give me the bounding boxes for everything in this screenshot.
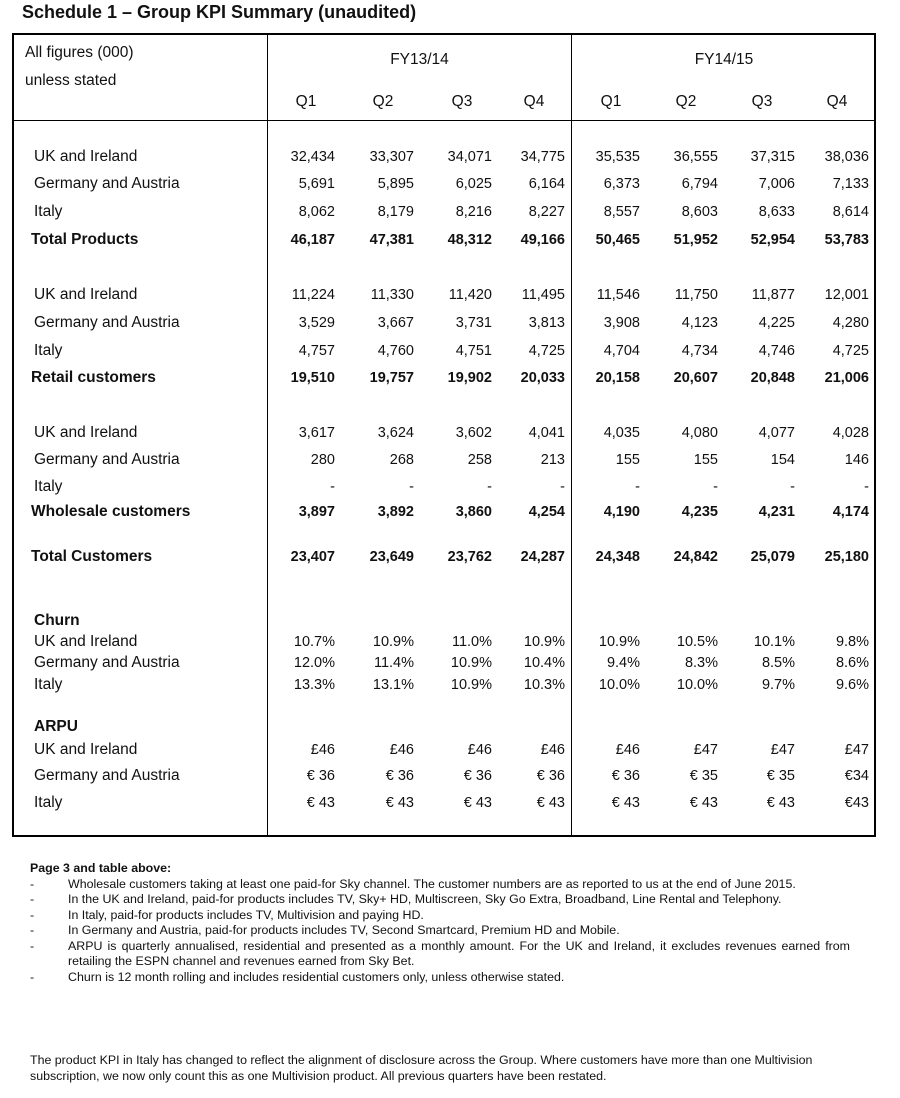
quarter-header: Q4 <box>826 93 848 110</box>
table-cell: - <box>790 479 795 495</box>
table-cell: 10.9% <box>598 634 640 650</box>
table-cell: 4,254 <box>528 504 565 520</box>
header-divider <box>14 120 874 121</box>
table-cell: 4,190 <box>603 504 640 520</box>
row-label: ARPU <box>34 718 78 735</box>
footnote-text: In Italy, paid-for products includes TV, Multivision and paying HD. <box>68 907 424 922</box>
table-cell: 8.6% <box>835 655 869 671</box>
table-cell: 12,001 <box>824 287 869 303</box>
table-cell: 11,495 <box>521 287 565 303</box>
table-cell: 8,179 <box>377 204 414 220</box>
kpi-table <box>12 33 876 837</box>
section-heading-row <box>14 611 874 631</box>
table-cell: 146 <box>844 452 869 468</box>
footnote-text: In Germany and Austria, paid-for products includes TV, Second Smartcard, Premium HD and Mobile. <box>68 923 620 937</box>
table-cell: €34 <box>844 768 869 784</box>
row-label: UK and Ireland <box>34 741 138 758</box>
table-cell: 3,860 <box>455 504 492 520</box>
row-label: Italy <box>34 478 63 495</box>
table-cell: 25,180 <box>824 549 869 565</box>
total-row <box>14 547 874 567</box>
table-cell: 7,133 <box>832 176 869 192</box>
table-cell: 4,080 <box>681 425 718 441</box>
table-cell: 3,667 <box>377 315 414 331</box>
table-cell: 13.1% <box>372 677 414 693</box>
footnote-item <box>30 970 850 986</box>
units-caption-line2: unless stated <box>25 72 117 89</box>
footnote-item <box>30 908 850 924</box>
table-cell: 3,813 <box>528 315 565 331</box>
table-cell: 50,465 <box>595 232 640 248</box>
units-caption-line1: All figures (000) <box>25 44 134 61</box>
table-cell: 155 <box>693 452 718 468</box>
table-cell: 6,025 <box>455 176 492 192</box>
table-cell: 4,235 <box>681 504 718 520</box>
row-label: Germany and Austria <box>34 654 180 671</box>
table-cell: € 43 <box>689 795 718 811</box>
table-cell: € 36 <box>536 768 565 784</box>
row-label: Total Customers <box>31 548 153 565</box>
table-cell: 23,762 <box>447 549 492 565</box>
table-row <box>14 423 874 443</box>
table-cell: 4,041 <box>528 425 565 441</box>
row-label: UK and Ireland <box>34 633 138 650</box>
table-cell: 4,231 <box>758 504 795 520</box>
table-cell: 19,902 <box>447 370 492 386</box>
table-cell: 4,725 <box>832 343 869 359</box>
table-cell: - <box>487 479 492 495</box>
table-cell: - <box>864 479 869 495</box>
table-cell: 46,187 <box>290 232 335 248</box>
footnote-text: Wholesale customers taking at least one paid-for Sky channel. The customer numbers are as reported to us at the end of June 2015. <box>68 876 796 891</box>
footnote-item <box>30 877 850 893</box>
table-cell: 10.5% <box>676 634 718 650</box>
quarter-header: Q2 <box>675 93 697 110</box>
table-cell: 10.9% <box>450 655 492 671</box>
table-cell: £46 <box>615 742 640 758</box>
footnote-text: ARPU is quarterly annualised, residential and presented as a monthly amount. For the UK and Ireland, it excludes revenues earned from retailing the ESPN channel and revenues earned from Sky Bet. <box>68 938 850 968</box>
table-row <box>14 675 874 695</box>
table-cell: 8,614 <box>832 204 869 220</box>
table-cell: 8,216 <box>455 204 492 220</box>
table-cell: - <box>409 479 414 495</box>
table-cell: 6,164 <box>528 176 565 192</box>
table-cell: 49,166 <box>520 232 565 248</box>
fy1415-header: FY14/15 <box>694 51 754 68</box>
table-cell: € 35 <box>689 768 718 784</box>
quarter-header: Q3 <box>751 93 773 110</box>
table-cell: £46 <box>467 742 492 758</box>
row-label: Total Products <box>31 231 139 248</box>
page-title: Schedule 1 – Group KPI Summary (unaudited) <box>22 2 417 22</box>
quarter-header: Q3 <box>451 93 473 110</box>
table-cell: 53,783 <box>824 232 869 248</box>
table-cell: 155 <box>615 452 640 468</box>
table-cell: £47 <box>844 742 869 758</box>
table-cell: 4,746 <box>758 343 795 359</box>
table-row <box>14 653 874 673</box>
table-cell: 3,892 <box>377 504 414 520</box>
table-cell: 3,897 <box>298 504 335 520</box>
bullet-dash: - <box>30 969 35 984</box>
table-cell: 37,315 <box>750 149 795 165</box>
table-cell: 10.9% <box>450 677 492 693</box>
table-cell: 4,077 <box>758 425 795 441</box>
table-cell: - <box>330 479 335 495</box>
table-cell: 4,757 <box>298 343 335 359</box>
table-cell: 10.7% <box>293 634 335 650</box>
table-cell: 34,775 <box>520 149 565 165</box>
table-cell: 280 <box>310 452 335 468</box>
table-cell: 3,624 <box>377 425 414 441</box>
table-cell: 19,510 <box>290 370 335 386</box>
table-cell: 154 <box>770 452 795 468</box>
table-cell: 10.1% <box>753 634 795 650</box>
bullet-dash: - <box>30 892 35 906</box>
table-cell: 20,848 <box>750 370 795 386</box>
table-cell: 20,607 <box>673 370 718 386</box>
table-cell: 51,952 <box>673 232 718 248</box>
table-row <box>14 341 874 361</box>
table-row <box>14 202 874 222</box>
quarter-header: Q2 <box>372 93 394 110</box>
table-cell: - <box>635 479 640 495</box>
quarter-header: Q1 <box>295 93 317 110</box>
table-row <box>14 477 874 497</box>
table-cell: 10.9% <box>372 634 414 650</box>
table-cell: £46 <box>310 742 335 758</box>
table-cell: 24,842 <box>673 549 718 565</box>
table-cell: 4,704 <box>603 343 640 359</box>
closing-paragraph: The product KPI in Italy has changed to reflect the alignment of disclosure across the Group. Where customers have more than one Multivision subscription, we now only count this as one Multivision product. All previous quarters have been restated. <box>30 1053 813 1083</box>
table-cell: 20,033 <box>520 370 565 386</box>
table-cell: 10.4% <box>523 655 565 671</box>
table-cell: £47 <box>693 742 718 758</box>
footnotes <box>30 861 850 985</box>
table-cell: 24,287 <box>520 549 565 565</box>
total-row <box>14 502 874 522</box>
table-cell: 47,381 <box>369 232 414 248</box>
table-cell: 4,280 <box>832 315 869 331</box>
row-label: UK and Ireland <box>34 286 138 303</box>
table-cell: 3,908 <box>603 315 640 331</box>
table-cell: 13.3% <box>293 677 335 693</box>
table-cell: 3,617 <box>298 425 335 441</box>
table-cell: € 43 <box>306 795 335 811</box>
bullet-dash: - <box>30 923 35 937</box>
table-cell: 11.0% <box>451 634 492 650</box>
table-cell: 12.0% <box>293 655 335 671</box>
table-cell: € 36 <box>611 768 640 784</box>
row-label: Wholesale customers <box>31 503 191 520</box>
table-cell: 4,760 <box>377 343 414 359</box>
table-cell: 8,603 <box>681 204 718 220</box>
table-cell: 34,071 <box>447 149 492 165</box>
fy1314-header: FY13/14 <box>390 51 449 68</box>
table-cell: 258 <box>467 452 492 468</box>
section-heading-row <box>14 717 874 737</box>
footnote-item <box>30 923 850 939</box>
table-cell: 11,750 <box>674 287 718 303</box>
table-cell: € 36 <box>385 768 414 784</box>
table-cell: 4,725 <box>528 343 565 359</box>
table-cell: £46 <box>389 742 414 758</box>
table-cell: £47 <box>770 742 795 758</box>
bullet-dash: - <box>30 876 35 891</box>
table-cell: 8.3% <box>684 655 718 671</box>
row-label: Germany and Austria <box>34 767 180 784</box>
footnote-text: In the UK and Ireland, paid-for products includes TV, Sky+ HD, Multiscreen, Sky Go Extra, Broadband, Line Rental and Telephony. <box>68 892 782 906</box>
table-cell: 10.0% <box>676 677 718 693</box>
table-cell: 8.5% <box>761 655 795 671</box>
table-cell: € 43 <box>536 795 565 811</box>
table-row <box>14 766 874 786</box>
table-row <box>14 450 874 470</box>
bullet-dash: - <box>30 938 35 953</box>
table-cell: 5,895 <box>377 176 414 192</box>
table-row <box>14 313 874 333</box>
table-cell: 21,006 <box>824 370 869 386</box>
table-cell: € 43 <box>611 795 640 811</box>
table-cell: 32,434 <box>290 149 335 165</box>
table-cell: 8,227 <box>528 204 565 220</box>
row-label: UK and Ireland <box>34 148 138 165</box>
table-cell: 11,224 <box>291 287 335 303</box>
footnote-text: Churn is 12 month rolling and includes residential customers only, unless otherwise stated. <box>68 969 565 984</box>
quarter-header: Q1 <box>600 93 622 110</box>
row-label: Italy <box>34 794 63 811</box>
table-cell: 10.0% <box>598 677 640 693</box>
table-cell: 11.4% <box>373 655 414 671</box>
total-row <box>14 368 874 388</box>
table-cell: 48,312 <box>447 232 492 248</box>
table-cell: 268 <box>389 452 414 468</box>
table-row <box>14 740 874 760</box>
table-cell: € 43 <box>385 795 414 811</box>
table-cell: 213 <box>540 452 565 468</box>
bullet-dash: - <box>30 907 35 922</box>
table-cell: 6,373 <box>603 176 640 192</box>
table-cell: 11,546 <box>596 287 640 303</box>
row-label: Italy <box>34 676 63 693</box>
table-cell: 9.7% <box>761 677 795 693</box>
table-cell: 4,225 <box>758 315 795 331</box>
table-cell: 4,751 <box>455 343 492 359</box>
table-row <box>14 147 874 167</box>
table-cell: 20,158 <box>595 370 640 386</box>
table-cell: - <box>560 479 565 495</box>
table-cell: 33,307 <box>369 149 414 165</box>
table-cell: 6,794 <box>681 176 718 192</box>
footnote-item <box>30 892 850 908</box>
footnote-item <box>30 939 850 970</box>
row-label: Germany and Austria <box>34 451 180 468</box>
table-cell: 9.8% <box>835 634 869 650</box>
table-cell: 4,035 <box>603 425 640 441</box>
table-cell: 3,731 <box>455 315 492 331</box>
table-cell: € 43 <box>463 795 492 811</box>
table-cell: 9.4% <box>606 655 640 671</box>
table-cell: 7,006 <box>758 176 795 192</box>
footnotes-list <box>30 877 850 986</box>
row-label: Germany and Austria <box>34 175 180 192</box>
table-cell: 9.6% <box>835 677 869 693</box>
table-cell: 4,028 <box>832 425 869 441</box>
footnotes-title: Page 3 and table above: <box>30 861 172 875</box>
table-cell: 35,535 <box>595 149 640 165</box>
table-cell: 25,079 <box>750 549 795 565</box>
table-cell: € 43 <box>766 795 795 811</box>
table-cell: £46 <box>540 742 565 758</box>
row-label: UK and Ireland <box>34 424 138 441</box>
table-cell: 3,529 <box>298 315 335 331</box>
table-cell: 4,123 <box>681 315 718 331</box>
table-row <box>14 285 874 305</box>
table-cell: 19,757 <box>369 370 414 386</box>
table-cell: 3,602 <box>455 425 492 441</box>
table-cell: 4,734 <box>681 343 718 359</box>
table-cell: 36,555 <box>673 149 718 165</box>
table-cell: 5,691 <box>298 176 335 192</box>
table-cell: 10.3% <box>523 677 565 693</box>
table-cell: 23,649 <box>369 549 414 565</box>
row-label: Retail customers <box>31 369 156 386</box>
table-cell: 8,557 <box>603 204 640 220</box>
table-cell: 24,348 <box>595 549 640 565</box>
table-cell: €43 <box>844 795 869 811</box>
row-label: Italy <box>34 203 63 220</box>
table-cell: - <box>713 479 718 495</box>
table-cell: 8,062 <box>298 204 335 220</box>
table-row <box>14 174 874 194</box>
row-label: Italy <box>34 342 63 359</box>
table-cell: 8,633 <box>758 204 795 220</box>
table-cell: € 35 <box>766 768 795 784</box>
table-cell: € 36 <box>306 768 335 784</box>
table-row <box>14 632 874 652</box>
table-row <box>14 793 874 813</box>
quarter-header: Q4 <box>523 93 545 110</box>
table-cell: 52,954 <box>750 232 795 248</box>
row-label: Germany and Austria <box>34 314 180 331</box>
table-cell: 11,330 <box>370 287 414 303</box>
row-label: Churn <box>34 612 80 629</box>
table-cell: 11,420 <box>448 287 492 303</box>
table-cell: 23,407 <box>290 549 335 565</box>
table-cell: 10.9% <box>523 634 565 650</box>
table-cell: € 36 <box>463 768 492 784</box>
table-cell: 38,036 <box>824 149 869 165</box>
table-cell: 11,877 <box>751 287 795 303</box>
units-caption <box>25 39 255 95</box>
table-cell: 4,174 <box>832 504 869 520</box>
total-row <box>14 230 874 250</box>
